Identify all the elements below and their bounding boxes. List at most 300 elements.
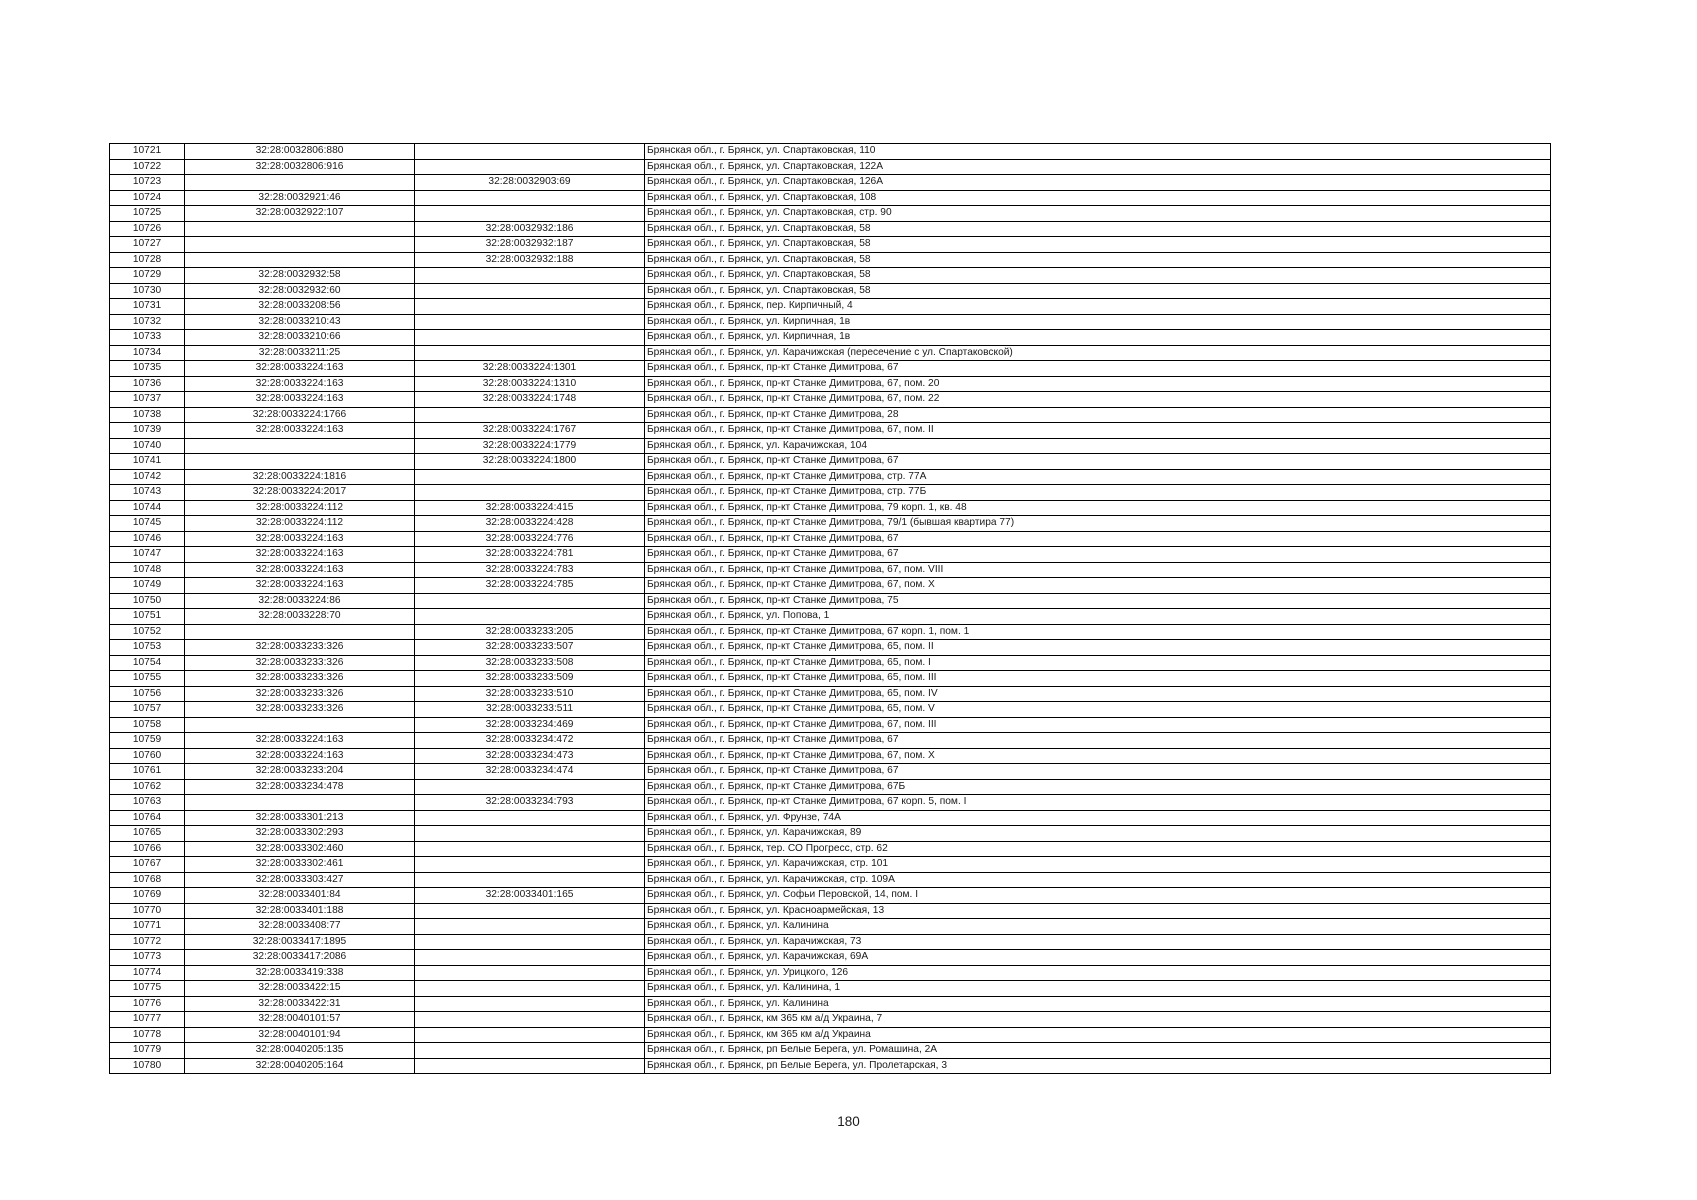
address-cell: Брянская обл., г. Брянск, пр-кт Станке Димитрова, 75 bbox=[645, 593, 1551, 609]
address-cell: Брянская обл., г. Брянск, ул. Спартаковская, 58 bbox=[645, 268, 1551, 284]
row-number-cell: 10767 bbox=[110, 857, 185, 873]
object-cadastral-number-cell: 32:28:0033233:510 bbox=[415, 686, 645, 702]
object-cadastral-number-cell bbox=[415, 779, 645, 795]
land-cadastral-number-cell: 32:28:0033302:461 bbox=[185, 857, 415, 873]
table-row bbox=[110, 345, 1551, 361]
land-cadastral-number-cell: 32:28:0033401:188 bbox=[185, 903, 415, 919]
address-cell: Брянская обл., г. Брянск, пр-кт Станке Димитрова, 67, пом. VIII bbox=[645, 562, 1551, 578]
table-row bbox=[110, 237, 1551, 253]
object-cadastral-number-cell: 32:28:0033234:472 bbox=[415, 733, 645, 749]
land-cadastral-number-cell: 32:28:0033233:326 bbox=[185, 640, 415, 656]
object-cadastral-number-cell bbox=[415, 919, 645, 935]
object-cadastral-number-cell: 32:28:0033234:473 bbox=[415, 748, 645, 764]
address-cell: Брянская обл., г. Брянск, пр-кт Станке Димитрова, 65, пом. III bbox=[645, 671, 1551, 687]
address-cell: Брянская обл., г. Брянск, пр-кт Станке Димитрова, стр. 77А bbox=[645, 469, 1551, 485]
row-number-cell: 10742 bbox=[110, 469, 185, 485]
object-cadastral-number-cell: 32:28:0033224:783 bbox=[415, 562, 645, 578]
land-cadastral-number-cell bbox=[185, 175, 415, 191]
object-cadastral-number-cell bbox=[415, 593, 645, 609]
land-cadastral-number-cell: 32:28:0033224:163 bbox=[185, 361, 415, 377]
row-number-cell: 10721 bbox=[110, 144, 185, 160]
land-cadastral-number-cell: 32:28:0040205:164 bbox=[185, 1058, 415, 1074]
land-cadastral-number-cell: 32:28:0033301:213 bbox=[185, 810, 415, 826]
table-row bbox=[110, 919, 1551, 935]
object-cadastral-number-cell: 32:28:0033233:511 bbox=[415, 702, 645, 718]
object-cadastral-number-cell: 32:28:0033224:781 bbox=[415, 547, 645, 563]
object-cadastral-number-cell bbox=[415, 1043, 645, 1059]
row-number-cell: 10725 bbox=[110, 206, 185, 222]
table-row bbox=[110, 454, 1551, 470]
row-number-cell: 10746 bbox=[110, 531, 185, 547]
table-row bbox=[110, 469, 1551, 485]
table-row bbox=[110, 562, 1551, 578]
row-number-cell: 10770 bbox=[110, 903, 185, 919]
address-cell: Брянская обл., г. Брянск, пр-кт Станке Димитрова, 28 bbox=[645, 407, 1551, 423]
registry-table bbox=[109, 143, 1551, 1074]
land-cadastral-number-cell: 32:28:0033210:43 bbox=[185, 314, 415, 330]
land-cadastral-number-cell bbox=[185, 795, 415, 811]
land-cadastral-number-cell: 32:28:0033224:163 bbox=[185, 376, 415, 392]
row-number-cell: 10735 bbox=[110, 361, 185, 377]
row-number-cell: 10749 bbox=[110, 578, 185, 594]
table-row bbox=[110, 841, 1551, 857]
object-cadastral-number-cell: 32:28:0033233:509 bbox=[415, 671, 645, 687]
address-cell: Брянская обл., г. Брянск, ул. Спартаковская, 58 bbox=[645, 252, 1551, 268]
row-number-cell: 10727 bbox=[110, 237, 185, 253]
object-cadastral-number-cell bbox=[415, 857, 645, 873]
address-cell: Брянская обл., г. Брянск, пр-кт Станке Димитрова, 67 bbox=[645, 361, 1551, 377]
address-cell: Брянская обл., г. Брянск, ул. Спартаковская, стр. 90 bbox=[645, 206, 1551, 222]
address-cell: Брянская обл., г. Брянск, ул. Кирпичная, 1в bbox=[645, 314, 1551, 330]
row-number-cell: 10737 bbox=[110, 392, 185, 408]
row-number-cell: 10778 bbox=[110, 1027, 185, 1043]
object-cadastral-number-cell bbox=[415, 810, 645, 826]
object-cadastral-number-cell bbox=[415, 1058, 645, 1074]
table-row bbox=[110, 872, 1551, 888]
row-number-cell: 10762 bbox=[110, 779, 185, 795]
address-cell: Брянская обл., г. Брянск, ул. Кирпичная, 1в bbox=[645, 330, 1551, 346]
land-cadastral-number-cell: 32:28:0033228:70 bbox=[185, 609, 415, 625]
row-number-cell: 10768 bbox=[110, 872, 185, 888]
table-row bbox=[110, 686, 1551, 702]
table-row bbox=[110, 438, 1551, 454]
land-cadastral-number-cell: 32:28:0033224:163 bbox=[185, 547, 415, 563]
row-number-cell: 10723 bbox=[110, 175, 185, 191]
land-cadastral-number-cell bbox=[185, 252, 415, 268]
table-row bbox=[110, 376, 1551, 392]
page-number: 180 bbox=[837, 1114, 860, 1129]
row-number-cell: 10775 bbox=[110, 981, 185, 997]
table-row bbox=[110, 996, 1551, 1012]
object-cadastral-number-cell bbox=[415, 841, 645, 857]
land-cadastral-number-cell: 32:28:0033419:338 bbox=[185, 965, 415, 981]
land-cadastral-number-cell: 32:28:0033224:1816 bbox=[185, 469, 415, 485]
table-row bbox=[110, 810, 1551, 826]
table-row bbox=[110, 981, 1551, 997]
row-number-cell: 10757 bbox=[110, 702, 185, 718]
address-cell: Брянская обл., г. Брянск, ул. Спартаковская, 58 bbox=[645, 221, 1551, 237]
object-cadastral-number-cell bbox=[415, 1012, 645, 1028]
address-cell: Брянская обл., г. Брянск, ул. Калинина bbox=[645, 919, 1551, 935]
table-row bbox=[110, 221, 1551, 237]
address-cell: Брянская обл., г. Брянск, пр-кт Станке Димитрова, 65, пом. IV bbox=[645, 686, 1551, 702]
object-cadastral-number-cell: 32:28:0033224:1800 bbox=[415, 454, 645, 470]
address-cell: Брянская обл., г. Брянск, пр-кт Станке Димитрова, 67 bbox=[645, 531, 1551, 547]
object-cadastral-number-cell: 32:28:0033234:793 bbox=[415, 795, 645, 811]
object-cadastral-number-cell bbox=[415, 314, 645, 330]
table-row bbox=[110, 314, 1551, 330]
object-cadastral-number-cell bbox=[415, 903, 645, 919]
address-cell: Брянская обл., г. Брянск, ул. Попова, 1 bbox=[645, 609, 1551, 625]
object-cadastral-number-cell bbox=[415, 934, 645, 950]
land-cadastral-number-cell: 32:28:0033303:427 bbox=[185, 872, 415, 888]
row-number-cell: 10731 bbox=[110, 299, 185, 315]
table-row bbox=[110, 640, 1551, 656]
row-number-cell: 10751 bbox=[110, 609, 185, 625]
table-row bbox=[110, 407, 1551, 423]
row-number-cell: 10733 bbox=[110, 330, 185, 346]
row-number-cell: 10758 bbox=[110, 717, 185, 733]
land-cadastral-number-cell: 32:28:0033224:1766 bbox=[185, 407, 415, 423]
land-cadastral-number-cell: 32:28:0040101:57 bbox=[185, 1012, 415, 1028]
row-number-cell: 10722 bbox=[110, 159, 185, 175]
row-number-cell: 10756 bbox=[110, 686, 185, 702]
object-cadastral-number-cell bbox=[415, 299, 645, 315]
address-cell: Брянская обл., г. Брянск, пр-кт Станке Димитрова, 67 bbox=[645, 733, 1551, 749]
row-number-cell: 10753 bbox=[110, 640, 185, 656]
table-row bbox=[110, 190, 1551, 206]
table-row bbox=[110, 578, 1551, 594]
object-cadastral-number-cell bbox=[415, 872, 645, 888]
address-cell: Брянская обл., г. Брянск, ул. Карачижская, 73 bbox=[645, 934, 1551, 950]
table-row bbox=[110, 950, 1551, 966]
table-row bbox=[110, 175, 1551, 191]
land-cadastral-number-cell bbox=[185, 624, 415, 640]
table-row bbox=[110, 159, 1551, 175]
table-row bbox=[110, 733, 1551, 749]
land-cadastral-number-cell: 32:28:0033224:86 bbox=[185, 593, 415, 609]
land-cadastral-number-cell bbox=[185, 454, 415, 470]
object-cadastral-number-cell: 32:28:0033224:1748 bbox=[415, 392, 645, 408]
table-row bbox=[110, 299, 1551, 315]
object-cadastral-number-cell: 32:28:0033224:1767 bbox=[415, 423, 645, 439]
address-cell: Брянская обл., г. Брянск, ул. Карачижская (пересечение с ул. Спартаковской) bbox=[645, 345, 1551, 361]
row-number-cell: 10764 bbox=[110, 810, 185, 826]
address-cell: Брянская обл., г. Брянск, ул. Калинина, 1 bbox=[645, 981, 1551, 997]
address-cell: Брянская обл., г. Брянск, ул. Карачижская, стр. 109А bbox=[645, 872, 1551, 888]
row-number-cell: 10773 bbox=[110, 950, 185, 966]
object-cadastral-number-cell: 32:28:0033224:776 bbox=[415, 531, 645, 547]
table-row bbox=[110, 531, 1551, 547]
address-cell: Брянская обл., г. Брянск, пр-кт Станке Димитрова, 67 корп. 1, пом. 1 bbox=[645, 624, 1551, 640]
land-cadastral-number-cell: 32:28:0033422:15 bbox=[185, 981, 415, 997]
object-cadastral-number-cell: 32:28:0033233:205 bbox=[415, 624, 645, 640]
object-cadastral-number-cell bbox=[415, 206, 645, 222]
object-cadastral-number-cell bbox=[415, 345, 645, 361]
land-cadastral-number-cell: 32:28:0032932:58 bbox=[185, 268, 415, 284]
object-cadastral-number-cell: 32:28:0033233:507 bbox=[415, 640, 645, 656]
land-cadastral-number-cell: 32:28:0033224:163 bbox=[185, 423, 415, 439]
address-cell: Брянская обл., г. Брянск, ул. Софьи Перовской, 14, пом. I bbox=[645, 888, 1551, 904]
address-cell: Брянская обл., г. Брянск, пр-кт Станке Димитрова, 65, пом. V bbox=[645, 702, 1551, 718]
land-cadastral-number-cell: 32:28:0033302:293 bbox=[185, 826, 415, 842]
address-cell: Брянская обл., г. Брянск, пер. Кирпичный, 4 bbox=[645, 299, 1551, 315]
object-cadastral-number-cell bbox=[415, 485, 645, 501]
row-number-cell: 10748 bbox=[110, 562, 185, 578]
land-cadastral-number-cell bbox=[185, 221, 415, 237]
row-number-cell: 10747 bbox=[110, 547, 185, 563]
object-cadastral-number-cell: 32:28:0033224:785 bbox=[415, 578, 645, 594]
object-cadastral-number-cell: 32:28:0032932:188 bbox=[415, 252, 645, 268]
address-cell: Брянская обл., г. Брянск, ул. Красноармейская, 13 bbox=[645, 903, 1551, 919]
table-row bbox=[110, 392, 1551, 408]
object-cadastral-number-cell: 32:28:0033224:1310 bbox=[415, 376, 645, 392]
table-row bbox=[110, 268, 1551, 284]
row-number-cell: 10728 bbox=[110, 252, 185, 268]
address-cell: Брянская обл., г. Брянск, ул. Урицкого, 126 bbox=[645, 965, 1551, 981]
row-number-cell: 10760 bbox=[110, 748, 185, 764]
table-row bbox=[110, 934, 1551, 950]
object-cadastral-number-cell: 32:28:0033234:469 bbox=[415, 717, 645, 733]
land-cadastral-number-cell: 32:28:0033224:163 bbox=[185, 578, 415, 594]
row-number-cell: 10754 bbox=[110, 655, 185, 671]
table-row bbox=[110, 609, 1551, 625]
table-row bbox=[110, 485, 1551, 501]
row-number-cell: 10738 bbox=[110, 407, 185, 423]
address-cell: Брянская обл., г. Брянск, пр-кт Станке Димитрова, 79 корп. 1, кв. 48 bbox=[645, 500, 1551, 516]
table-row bbox=[110, 795, 1551, 811]
land-cadastral-number-cell: 32:28:0033233:326 bbox=[185, 671, 415, 687]
row-number-cell: 10763 bbox=[110, 795, 185, 811]
table-row bbox=[110, 423, 1551, 439]
land-cadastral-number-cell: 32:28:0033224:163 bbox=[185, 531, 415, 547]
row-number-cell: 10776 bbox=[110, 996, 185, 1012]
table-row bbox=[110, 903, 1551, 919]
table-row bbox=[110, 826, 1551, 842]
row-number-cell: 10732 bbox=[110, 314, 185, 330]
object-cadastral-number-cell bbox=[415, 469, 645, 485]
land-cadastral-number-cell: 32:28:0032922:107 bbox=[185, 206, 415, 222]
address-cell: Брянская обл., г. Брянск, пр-кт Станке Димитрова, 67 bbox=[645, 764, 1551, 780]
table-row bbox=[110, 671, 1551, 687]
address-cell: Брянская обл., г. Брянск, пр-кт Станке Димитрова, 67, пом. X bbox=[645, 578, 1551, 594]
row-number-cell: 10730 bbox=[110, 283, 185, 299]
row-number-cell: 10759 bbox=[110, 733, 185, 749]
object-cadastral-number-cell bbox=[415, 965, 645, 981]
land-cadastral-number-cell bbox=[185, 438, 415, 454]
object-cadastral-number-cell bbox=[415, 407, 645, 423]
table-row bbox=[110, 748, 1551, 764]
land-cadastral-number-cell: 32:28:0032806:916 bbox=[185, 159, 415, 175]
address-cell: Брянская обл., г. Брянск, рп Белые Берега, ул. Пролетарская, 3 bbox=[645, 1058, 1551, 1074]
table-row bbox=[110, 500, 1551, 516]
land-cadastral-number-cell: 32:28:0033233:204 bbox=[185, 764, 415, 780]
object-cadastral-number-cell: 32:28:0033224:428 bbox=[415, 516, 645, 532]
table-row bbox=[110, 1027, 1551, 1043]
table-row bbox=[110, 624, 1551, 640]
object-cadastral-number-cell bbox=[415, 190, 645, 206]
address-cell: Брянская обл., г. Брянск, рп Белые Берега, ул. Ромашина, 2А bbox=[645, 1043, 1551, 1059]
table-row bbox=[110, 252, 1551, 268]
address-cell: Брянская обл., г. Брянск, ул. Фрунзе, 74А bbox=[645, 810, 1551, 826]
row-number-cell: 10765 bbox=[110, 826, 185, 842]
land-cadastral-number-cell: 32:28:0033417:1895 bbox=[185, 934, 415, 950]
row-number-cell: 10769 bbox=[110, 888, 185, 904]
object-cadastral-number-cell bbox=[415, 981, 645, 997]
row-number-cell: 10777 bbox=[110, 1012, 185, 1028]
land-cadastral-number-cell: 32:28:0032921:46 bbox=[185, 190, 415, 206]
row-number-cell: 10724 bbox=[110, 190, 185, 206]
land-cadastral-number-cell: 32:28:0033233:326 bbox=[185, 686, 415, 702]
address-cell: Брянская обл., г. Брянск, пр-кт Станке Димитрова, 67 bbox=[645, 547, 1551, 563]
object-cadastral-number-cell bbox=[415, 1027, 645, 1043]
address-cell: Брянская обл., г. Брянск, ул. Спартаковская, 108 bbox=[645, 190, 1551, 206]
land-cadastral-number-cell: 32:28:0033224:112 bbox=[185, 516, 415, 532]
land-cadastral-number-cell: 32:28:0033233:326 bbox=[185, 655, 415, 671]
table-row bbox=[110, 779, 1551, 795]
row-number-cell: 10766 bbox=[110, 841, 185, 857]
table-row bbox=[110, 361, 1551, 377]
table-row bbox=[110, 206, 1551, 222]
land-cadastral-number-cell: 32:28:0033401:84 bbox=[185, 888, 415, 904]
land-cadastral-number-cell: 32:28:0033224:112 bbox=[185, 500, 415, 516]
row-number-cell: 10744 bbox=[110, 500, 185, 516]
table-row bbox=[110, 144, 1551, 160]
object-cadastral-number-cell: 32:28:0033224:1779 bbox=[415, 438, 645, 454]
table-row bbox=[110, 888, 1551, 904]
land-cadastral-number-cell: 32:28:0033224:163 bbox=[185, 392, 415, 408]
row-number-cell: 10726 bbox=[110, 221, 185, 237]
table-row bbox=[110, 593, 1551, 609]
land-cadastral-number-cell: 32:28:0040101:94 bbox=[185, 1027, 415, 1043]
address-cell: Брянская обл., г. Брянск, пр-кт Станке Димитрова, 65, пом. II bbox=[645, 640, 1551, 656]
land-cadastral-number-cell: 32:28:0033224:163 bbox=[185, 733, 415, 749]
address-cell: Брянская обл., г. Брянск, пр-кт Станке Димитрова, 67 корп. 5, пом. I bbox=[645, 795, 1551, 811]
registry-body bbox=[110, 144, 1551, 1074]
row-number-cell: 10750 bbox=[110, 593, 185, 609]
land-cadastral-number-cell bbox=[185, 237, 415, 253]
address-cell: Брянская обл., г. Брянск, ул. Спартаковская, 110 bbox=[645, 144, 1551, 160]
address-cell: Брянская обл., г. Брянск, пр-кт Станке Димитрова, 67, пом. X bbox=[645, 748, 1551, 764]
table-row bbox=[110, 965, 1551, 981]
table-row bbox=[110, 1058, 1551, 1074]
table-row bbox=[110, 1043, 1551, 1059]
row-number-cell: 10736 bbox=[110, 376, 185, 392]
land-cadastral-number-cell: 32:28:0033208:56 bbox=[185, 299, 415, 315]
object-cadastral-number-cell: 32:28:0033224:415 bbox=[415, 500, 645, 516]
land-cadastral-number-cell: 32:28:0033302:460 bbox=[185, 841, 415, 857]
address-cell: Брянская обл., г. Брянск, пр-кт Станке Димитрова, 67Б bbox=[645, 779, 1551, 795]
address-cell: Брянская обл., г. Брянск, ул. Карачижская, 69А bbox=[645, 950, 1551, 966]
address-cell: Брянская обл., г. Брянск, ул. Спартаковская, 58 bbox=[645, 237, 1551, 253]
address-cell: Брянская обл., г. Брянск, пр-кт Станке Димитрова, 67, пом. 22 bbox=[645, 392, 1551, 408]
row-number-cell: 10780 bbox=[110, 1058, 185, 1074]
land-cadastral-number-cell bbox=[185, 717, 415, 733]
object-cadastral-number-cell bbox=[415, 159, 645, 175]
row-number-cell: 10755 bbox=[110, 671, 185, 687]
table-row bbox=[110, 655, 1551, 671]
table-row bbox=[110, 330, 1551, 346]
object-cadastral-number-cell bbox=[415, 950, 645, 966]
row-number-cell: 10734 bbox=[110, 345, 185, 361]
row-number-cell: 10779 bbox=[110, 1043, 185, 1059]
address-cell: Брянская обл., г. Брянск, пр-кт Станке Димитрова, 67 bbox=[645, 454, 1551, 470]
row-number-cell: 10752 bbox=[110, 624, 185, 640]
land-cadastral-number-cell: 32:28:0033234:478 bbox=[185, 779, 415, 795]
land-cadastral-number-cell: 32:28:0033210:66 bbox=[185, 330, 415, 346]
object-cadastral-number-cell: 32:28:0032932:186 bbox=[415, 221, 645, 237]
land-cadastral-number-cell: 32:28:0033417:2086 bbox=[185, 950, 415, 966]
object-cadastral-number-cell bbox=[415, 283, 645, 299]
table-row bbox=[110, 547, 1551, 563]
row-number-cell: 10772 bbox=[110, 934, 185, 950]
land-cadastral-number-cell: 32:28:0033422:31 bbox=[185, 996, 415, 1012]
object-cadastral-number-cell: 32:28:0033224:1301 bbox=[415, 361, 645, 377]
object-cadastral-number-cell bbox=[415, 609, 645, 625]
table-row bbox=[110, 857, 1551, 873]
row-number-cell: 10761 bbox=[110, 764, 185, 780]
object-cadastral-number-cell bbox=[415, 268, 645, 284]
land-cadastral-number-cell: 32:28:0033224:163 bbox=[185, 748, 415, 764]
object-cadastral-number-cell: 32:28:0032932:187 bbox=[415, 237, 645, 253]
object-cadastral-number-cell: 32:28:0033234:474 bbox=[415, 764, 645, 780]
address-cell: Брянская обл., г. Брянск, ул. Спартаковская, 58 bbox=[645, 283, 1551, 299]
address-cell: Брянская обл., г. Брянск, ул. Карачижская, 104 bbox=[645, 438, 1551, 454]
land-cadastral-number-cell: 32:28:0032806:880 bbox=[185, 144, 415, 160]
object-cadastral-number-cell: 32:28:0033233:508 bbox=[415, 655, 645, 671]
object-cadastral-number-cell: 32:28:0033401:165 bbox=[415, 888, 645, 904]
object-cadastral-number-cell bbox=[415, 330, 645, 346]
address-cell: Брянская обл., г. Брянск, ул. Карачижская, стр. 101 bbox=[645, 857, 1551, 873]
address-cell: Брянская обл., г. Брянск, тер. СО Прогресс, стр. 62 bbox=[645, 841, 1551, 857]
address-cell: Брянская обл., г. Брянск, ул. Спартаковская, 122А bbox=[645, 159, 1551, 175]
table-row bbox=[110, 702, 1551, 718]
address-cell: Брянская обл., г. Брянск, км 365 км а/д Украина, 7 bbox=[645, 1012, 1551, 1028]
object-cadastral-number-cell bbox=[415, 826, 645, 842]
table-row bbox=[110, 764, 1551, 780]
table-row bbox=[110, 283, 1551, 299]
address-cell: Брянская обл., г. Брянск, пр-кт Станке Димитрова, 79/1 (бывшая квартира 77) bbox=[645, 516, 1551, 532]
table-row bbox=[110, 717, 1551, 733]
address-cell: Брянская обл., г. Брянск, км 365 км а/д Украина bbox=[645, 1027, 1551, 1043]
address-cell: Брянская обл., г. Брянск, пр-кт Станке Димитрова, 67, пом. II bbox=[645, 423, 1551, 439]
row-number-cell: 10741 bbox=[110, 454, 185, 470]
row-number-cell: 10739 bbox=[110, 423, 185, 439]
land-cadastral-number-cell: 32:28:0033408:77 bbox=[185, 919, 415, 935]
object-cadastral-number-cell: 32:28:0032903:69 bbox=[415, 175, 645, 191]
row-number-cell: 10745 bbox=[110, 516, 185, 532]
row-number-cell: 10740 bbox=[110, 438, 185, 454]
address-cell: Брянская обл., г. Брянск, ул. Карачижская, 89 bbox=[645, 826, 1551, 842]
row-number-cell: 10729 bbox=[110, 268, 185, 284]
address-cell: Брянская обл., г. Брянск, пр-кт Станке Димитрова, 65, пом. I bbox=[645, 655, 1551, 671]
table-row bbox=[110, 1012, 1551, 1028]
land-cadastral-number-cell: 32:28:0033224:163 bbox=[185, 562, 415, 578]
land-cadastral-number-cell: 32:28:0032932:60 bbox=[185, 283, 415, 299]
land-cadastral-number-cell: 32:28:0033224:2017 bbox=[185, 485, 415, 501]
address-cell: Брянская обл., г. Брянск, пр-кт Станке Димитрова, стр. 77Б bbox=[645, 485, 1551, 501]
address-cell: Брянская обл., г. Брянск, пр-кт Станке Димитрова, 67, пом. 20 bbox=[645, 376, 1551, 392]
row-number-cell: 10774 bbox=[110, 965, 185, 981]
address-cell: Брянская обл., г. Брянск, ул. Спартаковская, 126А bbox=[645, 175, 1551, 191]
object-cadastral-number-cell bbox=[415, 144, 645, 160]
land-cadastral-number-cell: 32:28:0033211:25 bbox=[185, 345, 415, 361]
object-cadastral-number-cell bbox=[415, 996, 645, 1012]
address-cell: Брянская обл., г. Брянск, пр-кт Станке Димитрова, 67, пом. III bbox=[645, 717, 1551, 733]
address-cell: Брянская обл., г. Брянск, ул. Калинина bbox=[645, 996, 1551, 1012]
row-number-cell: 10771 bbox=[110, 919, 185, 935]
row-number-cell: 10743 bbox=[110, 485, 185, 501]
